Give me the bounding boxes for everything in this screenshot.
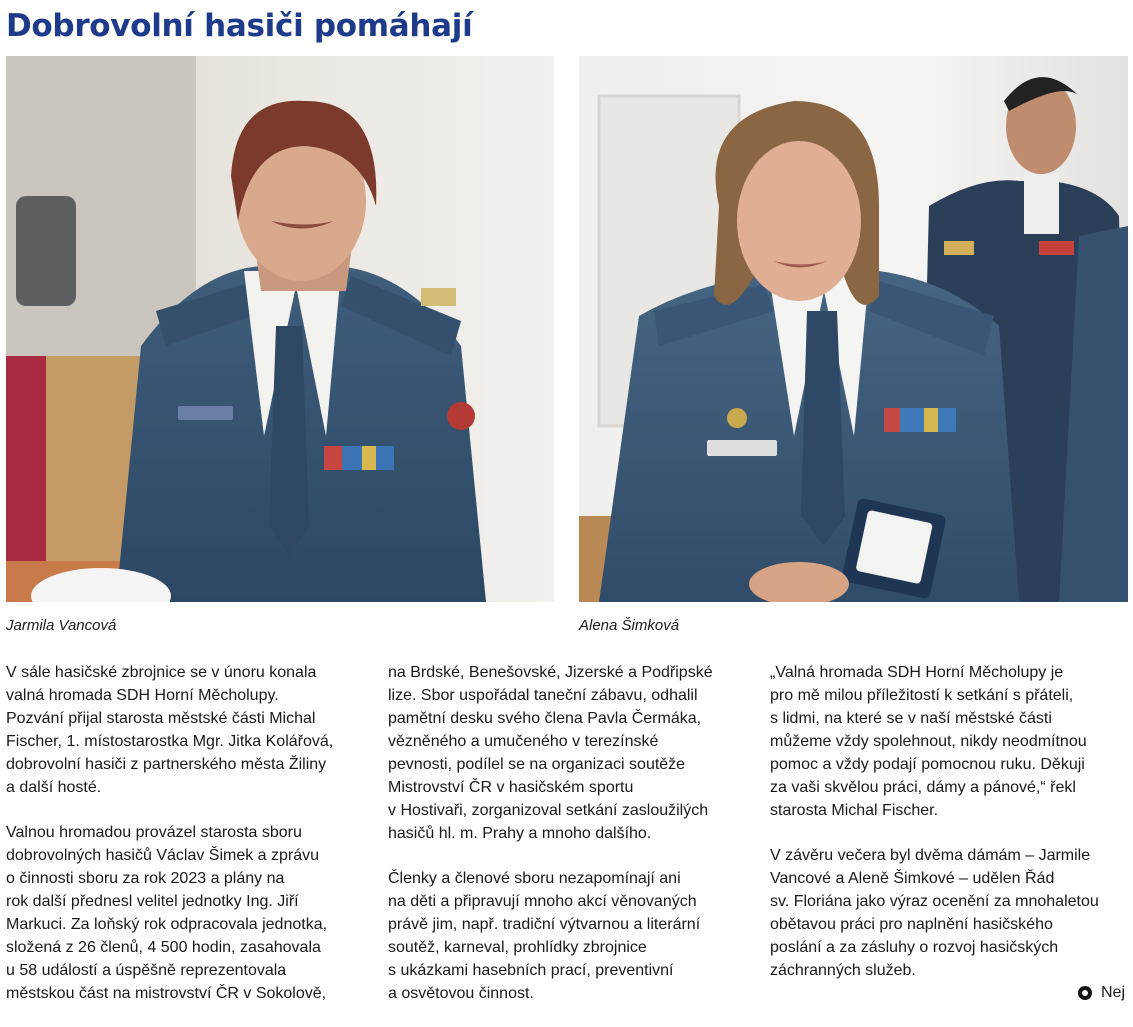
- article-column-1: [6, 661, 366, 1027]
- text-line: Členky a členové sboru nezapomínají ani: [388, 870, 681, 887]
- text-line: na děti a připravují mnoho akcí věnovaných: [388, 893, 697, 910]
- text-line: a osvětovou činnost.: [388, 985, 534, 1002]
- text-line: za vaši skvělou práci, dámy a pánové,“ řekl: [770, 779, 1076, 796]
- article-column-3: [770, 661, 1130, 1004]
- text-line: pro mě milou příležitostí k setkání s přáteli,: [770, 687, 1074, 704]
- text-line: rok další přednesl velitel jednotky Ing. Jiří: [6, 893, 299, 910]
- text-line: valná hromada SDH Horní Měcholupy.: [6, 687, 279, 704]
- text-line: V závěru večera byl dvěma dámám – Jarmile: [770, 847, 1091, 864]
- text-line: V sále hasičské zbrojnice se v únoru konala: [6, 664, 317, 681]
- text-line: Fischer, 1. místostarostka Mgr. Jitka Kolářová,: [6, 733, 334, 750]
- article-column-2: [388, 661, 748, 1027]
- text-line: u 58 událostí a úspěšně reprezentovala: [6, 962, 287, 979]
- text-line: dobrovolní hasiči z partnerského města Žiliny: [6, 756, 327, 773]
- text-line: Valnou hromadou provázel starosta sboru: [6, 824, 302, 841]
- text-line: Vancové a Aleně Šimkové – udělen Řád: [770, 870, 1055, 887]
- radio-dot-icon: [1078, 986, 1092, 1000]
- text-line: můžeme vždy spolehnout, nikdy neodmítnou: [770, 733, 1087, 750]
- paragraph: [6, 661, 366, 799]
- text-line: a další hosté.: [6, 779, 102, 796]
- text-line: pamětní desku svého člena Pavla Čermáka,: [388, 710, 702, 727]
- text-line: Markuci. Za loňský rok odpracovala jednotka,: [6, 916, 328, 933]
- paragraph: [770, 844, 1130, 982]
- text-line: dobrovolných hasičů Václav Šimek a zprávu: [6, 847, 320, 864]
- text-line: „Valná hromada SDH Horní Měcholupy je: [770, 664, 1064, 681]
- paragraph: [6, 821, 366, 1005]
- text-line: pomoc a vždy podají pomocnou ruku. Děkuji: [770, 756, 1085, 773]
- text-line: právě jim, např. tradiční výtvarnou a literární: [388, 916, 701, 933]
- text-line: sv. Floriána jako výraz ocenění za mnohaletou: [770, 893, 1099, 910]
- text-line: složená z 26 členů, 4 500 hodin, zasahovala: [6, 939, 321, 956]
- text-line: městskou část na mistrovství ČR v Sokolově,: [6, 985, 327, 1002]
- text-line: na Brdské, Benešovské, Jizerské a Podřipské: [388, 664, 713, 681]
- text-line: soutěž, karneval, prohlídky zbrojnice: [388, 939, 647, 956]
- next-article-link[interactable]: [1078, 983, 1125, 1003]
- text-line: poslání a za zásluhy o rozvoj hasičských: [770, 939, 1059, 956]
- paragraph: [388, 867, 748, 1005]
- next-article-label: Nej: [1101, 984, 1126, 1001]
- text-line: o činnosti sboru za rok 2023 a plány na: [6, 870, 285, 887]
- quote-paragraph: [770, 661, 1130, 822]
- text-line: Mistrovství ČR v hasičském sportu: [388, 779, 634, 796]
- text-line: v Hostivaři, zorganizoval setkání zasloužilých: [388, 802, 709, 819]
- photo-alena-simkova: [579, 56, 1128, 602]
- text-line: lize. Sbor uspořádal taneční zábavu, odhalil: [388, 687, 698, 704]
- photo-jarmila-vancova: [6, 56, 554, 602]
- text-line: s ukázkami hasebních prací, preventivní: [388, 962, 674, 979]
- text-line: vězněného a umučeného v terezínské: [388, 733, 659, 750]
- text-line: starosta Michal Fischer.: [770, 802, 939, 819]
- text-line: hasičů hl. m. Prahy a mnoho dalšího.: [388, 825, 652, 842]
- text-line: záchranných služeb.: [770, 962, 916, 979]
- paragraph: [388, 661, 748, 845]
- photo-caption-right: Alena Šimková: [579, 617, 680, 634]
- text-line: pevnosti, podílel se na organizaci soutěže: [388, 756, 686, 773]
- article-title: Dobrovolní hasiči pomáhají: [6, 8, 473, 44]
- portrait-image-left: [6, 56, 554, 602]
- text-line: Pozvání přijal starosta městské části Michal: [6, 710, 316, 727]
- photo-caption-left: Jarmila Vancová: [6, 617, 117, 634]
- portrait-image-right: [579, 56, 1128, 602]
- text-line: obětavou práci pro naplnění hasičského: [770, 916, 1053, 933]
- text-line: s lidmi, na které se v naší městské části: [770, 710, 1052, 727]
